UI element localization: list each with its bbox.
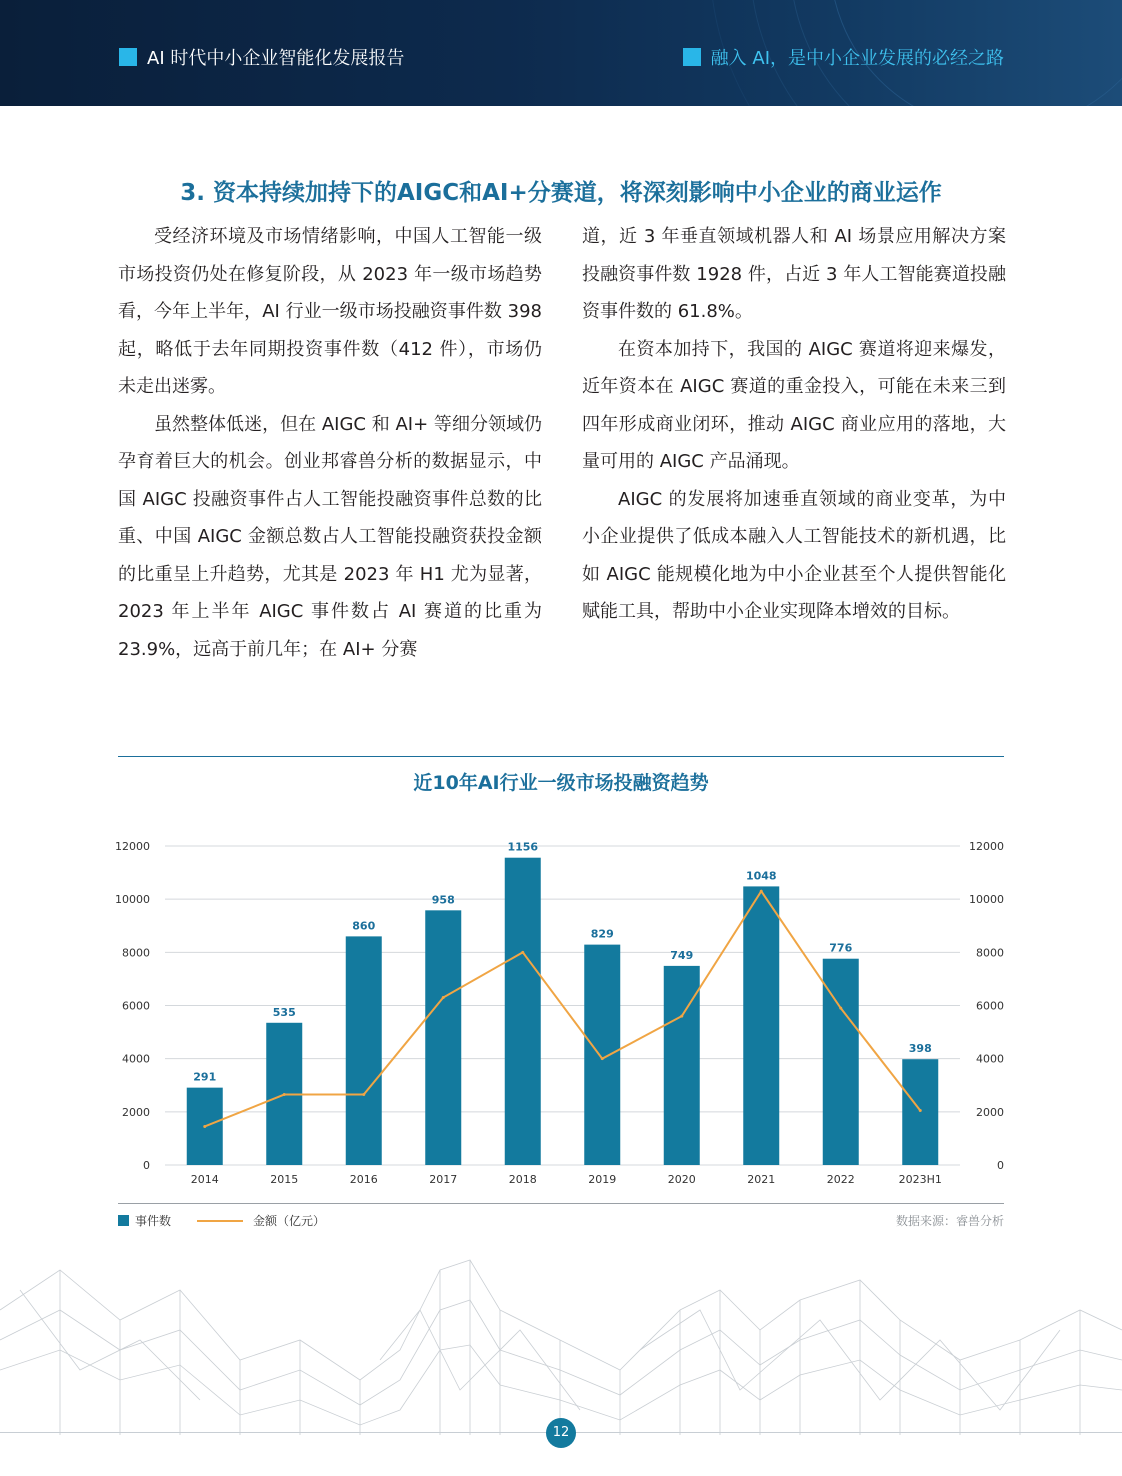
amount-point-2016 — [362, 1093, 365, 1096]
amount-point-2014 — [203, 1125, 206, 1128]
section-title: 3. 资本持续加持下的AIGC和AI+分赛道，将深刻影响中小企业的商业运作 — [180, 180, 942, 206]
bar-value-label: 776 — [829, 941, 853, 955]
x-tick-label: 2020 — [667, 1173, 696, 1186]
amount-point-2021 — [760, 890, 763, 893]
y-left-tick-label: 4000 — [122, 1052, 150, 1066]
y-right-tick-label: 2000 — [976, 1105, 1004, 1119]
bar-2021 — [743, 886, 779, 1165]
bar-value-label: 829 — [590, 927, 614, 941]
bar-2018 — [505, 858, 541, 1165]
body-left-column — [118, 218, 542, 668]
chart-legend — [118, 1212, 325, 1229]
y-right-tick-label: 4000 — [976, 1052, 1004, 1066]
investment-trend-chart — [0, 830, 1122, 1200]
bar-2017 — [425, 910, 461, 1165]
legend-bar-swatch — [118, 1215, 129, 1226]
header-right — [683, 44, 1004, 70]
y-left-tick-label: 6000 — [122, 999, 150, 1013]
bar-2016 — [346, 936, 382, 1165]
legend-line-swatch — [197, 1220, 243, 1222]
paragraph: 在资本加持下，我国的 AIGC 赛道将迎来爆发，近年资本在 AIGC 赛道的重金投入，可能在未来三到四年形成商业闭环，推动 AIGC 商业应用的落地，大量可用的 AIGC 产品涌现。 — [582, 338, 1006, 472]
x-tick-label: 2019 — [588, 1173, 617, 1186]
chart-bottom-rule — [118, 1203, 1004, 1204]
y-left-tick-label: 2000 — [122, 1105, 150, 1119]
bar-value-label: 291 — [193, 1070, 217, 1084]
bar-value-label: 958 — [431, 893, 455, 907]
y-left-tick-label: 10000 — [115, 893, 150, 907]
amount-point-2019 — [601, 1057, 604, 1060]
body-right-column — [582, 218, 1006, 631]
y-right-tick-label: 10000 — [969, 893, 1004, 907]
paragraph-continued: 道，近 3 年垂直领域机器人和 AI 场景应用解决方案投融资事件数 1928 件，占近 3 年人工智能赛道投融资事件数的 61.8%。 — [582, 226, 1006, 322]
bar-value-label: 1048 — [745, 869, 777, 883]
data-source-note: 数据来源：睿兽分析 — [895, 1214, 1004, 1228]
bar-value-label: 535 — [272, 1005, 296, 1019]
legend-label-events: 事件数 — [135, 1214, 172, 1228]
header-left — [119, 44, 404, 70]
amount-point-2017 — [442, 996, 445, 999]
x-tick-label: 2014 — [190, 1173, 219, 1186]
page-header — [0, 0, 1122, 106]
square-bullet-icon — [683, 48, 701, 66]
x-tick-label: 2017 — [429, 1173, 458, 1186]
bar-value-label: 860 — [352, 919, 376, 933]
chart-top-rule — [118, 756, 1004, 757]
bar-2019 — [584, 945, 620, 1165]
x-tick-label: 2022 — [826, 1173, 855, 1186]
y-right-tick-label: 0 — [997, 1159, 1004, 1172]
y-right-tick-label: 8000 — [976, 946, 1004, 960]
amount-point-2022 — [839, 1007, 842, 1010]
chapter-title: 融入 AI，是中小企业发展的必经之路 — [710, 48, 1004, 69]
bar-value-label: 1156 — [507, 840, 539, 854]
bar-value-label: 398 — [908, 1042, 932, 1056]
amount-point-2015 — [283, 1093, 286, 1096]
paragraph: 受经济环境及市场情绪影响，中国人工智能一级市场投资仍处在修复阶段，从 2023 年一级市场趋势看，今年上半年，AI 行业一级市场投融资事件数 398 起，略低于去年同期投资事件数（412 件），市场仍未走出迷雾。 — [118, 226, 542, 397]
y-right-tick-label: 12000 — [969, 840, 1004, 853]
report-title: AI 时代中小企业智能化发展报告 — [147, 48, 405, 69]
y-left-tick-label: 12000 — [115, 840, 150, 853]
y-right-tick-label: 6000 — [976, 999, 1004, 1013]
x-tick-label: 2021 — [747, 1173, 776, 1186]
x-tick-label: 2016 — [349, 1173, 378, 1186]
bar-2023H1 — [902, 1059, 938, 1165]
amount-point-2020 — [680, 1015, 683, 1018]
x-tick-label: 2018 — [508, 1173, 537, 1186]
chart-title: 近10年AI行业一级市场投融资趋势 — [413, 772, 709, 794]
amount-point-2018 — [521, 951, 524, 954]
y-left-tick-label: 8000 — [122, 946, 150, 960]
x-tick-label: 2023H1 — [898, 1173, 942, 1186]
mountain-wireframe-decoration — [0, 1250, 1122, 1435]
paragraph: AIGC 的发展将加速垂直领域的商业变革，为中小企业提供了低成本融入人工智能技术的新机遇，比如 AIGC 能规模化地为中小企业甚至个人提供智能化赋能工具，帮助中小企业实现降本增效的目标。 — [582, 488, 1006, 622]
square-bullet-icon — [119, 48, 137, 66]
x-tick-label: 2015 — [270, 1173, 299, 1186]
legend-label-amount: 金额（亿元） — [253, 1214, 326, 1228]
bar-value-label: 749 — [670, 948, 694, 962]
amount-line — [205, 891, 921, 1126]
paragraph: 虽然整体低迷，但在 AIGC 和 AI+ 等细分领域仍孕育着巨大的机会。创业邦睿兽分析的数据显示，中国 AIGC 投融资事件占人工智能投融资事件总数的比重、中国 AIGC 金额总数占人工智能投融资获投金额的比重呈上升趋势，尤其是 2023 年 H1 尤为显著，2023 年上半年 AIGC 事件数占 AI 赛道的比重为 23.9%，远高于前几年；在 AI+ 分赛 — [118, 413, 542, 660]
page-number-badge: 12 — [546, 1418, 576, 1448]
amount-point-2023H1 — [919, 1109, 922, 1112]
y-left-tick-label: 0 — [143, 1159, 150, 1172]
